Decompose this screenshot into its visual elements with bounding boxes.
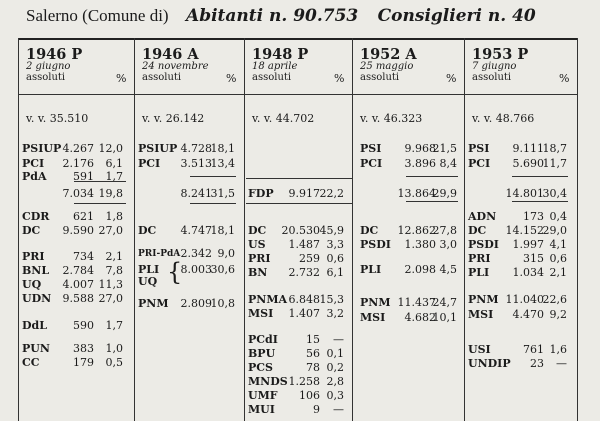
party-name: PNM xyxy=(468,293,499,306)
subtotal-row xyxy=(464,188,577,200)
valid-votes: v. v. 26.142 xyxy=(142,112,205,125)
vote-percent: 0,4 xyxy=(549,210,567,223)
absolute-votes: 315 xyxy=(523,252,544,265)
election-column-2 xyxy=(134,38,244,421)
party-row xyxy=(244,188,352,200)
vote-percent: 45,9 xyxy=(319,224,344,237)
subtotal-rule xyxy=(74,181,126,182)
vote-percent: 0,3 xyxy=(326,389,344,402)
party-row xyxy=(352,239,464,251)
table-right-border xyxy=(577,38,578,421)
subtotal-row xyxy=(134,188,244,200)
percent-label: % xyxy=(446,72,457,85)
absolute-votes: 8.241 xyxy=(180,187,212,200)
vote-percent: 0,1 xyxy=(326,347,344,360)
absolute-votes: 4.267 xyxy=(62,142,94,155)
party-name: PCI xyxy=(360,157,383,170)
vote-percent: 27,0 xyxy=(98,224,123,237)
absolute-votes: 9.588 xyxy=(62,292,94,305)
absolute-votes: 1.997 xyxy=(512,238,544,251)
absolute-votes: 734 xyxy=(73,250,94,263)
vote-percent: 18,1 xyxy=(210,224,235,237)
party-row xyxy=(134,225,244,237)
absolute-votes: 4.007 xyxy=(62,278,94,291)
subtotal-row xyxy=(18,188,134,200)
party-name: PRI xyxy=(468,252,491,265)
vote-percent: 0,6 xyxy=(326,252,344,265)
absolute-votes: 8.003 xyxy=(180,263,212,276)
vote-percent: 4,1 xyxy=(549,238,567,251)
absolute-votes: 9.590 xyxy=(62,224,94,237)
absolute-votes: 179 xyxy=(73,356,94,369)
party-name: USI xyxy=(468,343,491,356)
party-name: FDP xyxy=(248,187,274,200)
absolute-label: assoluti xyxy=(360,72,400,83)
percent-label: % xyxy=(559,72,570,85)
subtotal-rule xyxy=(406,201,458,202)
vote-percent: 27,8 xyxy=(432,224,457,237)
absolute-votes: 2.809 xyxy=(180,297,212,310)
party-row xyxy=(352,312,464,324)
party-row xyxy=(18,225,134,237)
party-name: PSIUP xyxy=(22,142,62,155)
vote-percent: — xyxy=(556,357,567,370)
party-row xyxy=(352,158,464,170)
absolute-votes: 78 xyxy=(306,361,320,374)
subtotal-rule xyxy=(246,203,352,204)
page-header xyxy=(26,6,536,26)
vote-percent: 24,7 xyxy=(432,296,457,309)
absolute-votes: 4.470 xyxy=(512,308,544,321)
header-separator xyxy=(18,94,134,95)
party-name: PLI xyxy=(360,263,382,276)
party-name: UQ xyxy=(22,278,42,291)
absolute-label: assoluti xyxy=(26,72,66,83)
vote-percent: 6,1 xyxy=(105,157,123,170)
vote-percent: 30,6 xyxy=(210,263,235,276)
party-name: PCdI xyxy=(248,333,278,346)
inhabitants-count: Abitanti n. 90.753 xyxy=(186,6,359,26)
vote-percent: 18,1 xyxy=(210,142,235,155)
party-row xyxy=(464,344,577,356)
vote-percent: — xyxy=(333,403,344,416)
election-year: 1948 P xyxy=(252,46,309,63)
absolute-votes: 1.258 xyxy=(288,375,320,388)
party-name: BN xyxy=(248,266,268,279)
party-row xyxy=(244,348,352,360)
absolute-votes: 106 xyxy=(299,389,320,402)
header-separator xyxy=(464,94,577,95)
party-row xyxy=(244,404,352,416)
vote-percent: 1,0 xyxy=(105,342,123,355)
party-name: UQ xyxy=(138,275,158,288)
party-row xyxy=(18,251,134,263)
party-name: US xyxy=(248,238,266,251)
absolute-label: assoluti xyxy=(252,72,292,83)
absolute-votes: 9.111 xyxy=(512,142,544,155)
party-row xyxy=(18,265,134,277)
header-separator xyxy=(244,94,352,95)
vote-percent: 10,8 xyxy=(210,297,235,310)
party-row xyxy=(464,294,577,306)
party-name: MNDS xyxy=(248,375,288,388)
party-name: PSDI xyxy=(360,238,391,251)
vote-percent: 9,0 xyxy=(217,247,235,260)
party-row xyxy=(464,253,577,265)
absolute-votes: 7.034 xyxy=(62,187,94,200)
vote-percent: 7,8 xyxy=(105,264,123,277)
vote-percent: 2,1 xyxy=(105,250,123,263)
party-name: PLI xyxy=(138,263,160,276)
subtotal-rule xyxy=(512,201,568,202)
party-row xyxy=(464,358,577,370)
absolute-votes: 173 xyxy=(523,210,544,223)
party-name: PdA xyxy=(22,170,47,183)
absolute-votes: 590 xyxy=(73,319,94,332)
party-row xyxy=(18,320,134,332)
party-row xyxy=(18,279,134,291)
election-date: 2 giugno xyxy=(26,61,71,72)
party-name: UDN xyxy=(22,292,52,305)
party-row xyxy=(134,143,244,155)
vote-percent: 22,2 xyxy=(319,187,344,200)
party-name: PCI xyxy=(138,157,161,170)
vote-percent: 19,8 xyxy=(98,187,123,200)
election-year: 1953 P xyxy=(472,46,529,63)
absolute-votes: 761 xyxy=(523,343,544,356)
party-row xyxy=(18,143,134,155)
vote-percent: — xyxy=(333,333,344,346)
party-name: DdL xyxy=(22,319,47,332)
absolute-votes: 2.732 xyxy=(288,266,320,279)
party-name: PCI xyxy=(468,157,491,170)
party-name: PNM xyxy=(360,296,391,309)
party-name: DC xyxy=(360,224,379,237)
party-name: CDR xyxy=(22,210,50,223)
party-name: MUI xyxy=(248,403,275,416)
absolute-votes: 20.530 xyxy=(281,224,320,237)
absolute-votes: 15 xyxy=(306,333,320,346)
party-row xyxy=(244,253,352,265)
vote-percent: 21,5 xyxy=(432,142,457,155)
subtotal-rule xyxy=(190,203,236,204)
party-name: PNMA xyxy=(248,293,288,306)
vote-percent: 0,6 xyxy=(549,252,567,265)
valid-votes: v. v. 48.766 xyxy=(472,112,535,125)
vote-percent: 29,9 xyxy=(432,187,457,200)
vote-percent: 8,4 xyxy=(439,157,457,170)
absolute-votes: 14.801 xyxy=(505,187,544,200)
absolute-votes: 9.968 xyxy=(404,142,436,155)
absolute-votes: 23 xyxy=(530,357,544,370)
party-name: BPU xyxy=(248,347,276,360)
election-column-4 xyxy=(352,38,464,421)
vote-percent: 27,0 xyxy=(98,292,123,305)
party-row xyxy=(464,239,577,251)
party-name: UNDIP xyxy=(468,357,511,370)
percent-label: % xyxy=(334,72,345,85)
absolute-votes: 3.513 xyxy=(180,157,212,170)
party-name: MSI xyxy=(468,308,494,321)
party-row xyxy=(352,264,464,276)
absolute-votes: 5.690 xyxy=(512,157,544,170)
party-row xyxy=(18,357,134,369)
vote-percent: 1,6 xyxy=(549,343,567,356)
party-row xyxy=(244,267,352,279)
election-year: 1952 A xyxy=(360,46,417,63)
vote-percent: 9,2 xyxy=(549,308,567,321)
party-name: UMF xyxy=(248,389,278,402)
party-name: PSDI xyxy=(468,238,499,251)
absolute-votes: 12.862 xyxy=(397,224,436,237)
party-row xyxy=(464,158,577,170)
absolute-votes: 2.784 xyxy=(62,264,94,277)
election-column-1 xyxy=(18,38,134,421)
subtotal-rule xyxy=(74,203,126,204)
party-row xyxy=(134,248,244,260)
subtotal-rule xyxy=(512,176,568,177)
absolute-label: assoluti xyxy=(142,72,182,83)
absolute-votes: 9.917 xyxy=(288,187,320,200)
header-separator xyxy=(134,94,244,95)
party-row xyxy=(134,298,244,310)
vote-percent: 29,0 xyxy=(542,224,567,237)
party-name: PCI xyxy=(22,157,45,170)
vote-percent: 3,3 xyxy=(326,238,344,251)
absolute-votes: 6.848 xyxy=(288,293,320,306)
party-row xyxy=(134,158,244,170)
party-name: PRI-PdA xyxy=(138,249,181,259)
valid-votes: v. v. 35.510 xyxy=(26,112,89,125)
vote-percent: 13,4 xyxy=(210,157,235,170)
absolute-votes: 4.682 xyxy=(404,311,436,324)
absolute-votes: 56 xyxy=(306,347,320,360)
vote-percent: 0,2 xyxy=(326,361,344,374)
vote-percent: 1,7 xyxy=(105,319,123,332)
absolute-votes: 14.152 xyxy=(505,224,544,237)
election-column-3 xyxy=(244,38,352,421)
vote-percent: 0,5 xyxy=(105,356,123,369)
party-name: PRI xyxy=(248,252,271,265)
vote-percent: 1,8 xyxy=(105,210,123,223)
vote-percent: 2,1 xyxy=(549,266,567,279)
party-row xyxy=(244,376,352,388)
party-name: PSIUP xyxy=(138,142,178,155)
absolute-votes: 3.896 xyxy=(404,157,436,170)
party-row xyxy=(464,143,577,155)
party-row xyxy=(244,390,352,402)
vote-percent: 2,8 xyxy=(326,375,344,388)
vote-percent: 1,7 xyxy=(105,170,123,183)
vote-percent: 3,0 xyxy=(439,238,457,251)
party-row xyxy=(464,225,577,237)
party-name: DC xyxy=(138,224,157,237)
absolute-votes: 1.034 xyxy=(512,266,544,279)
absolute-votes: 591 xyxy=(73,170,94,183)
absolute-votes: 2.098 xyxy=(404,263,436,276)
party-name: ADN xyxy=(468,210,497,223)
party-name: PSI xyxy=(468,142,490,155)
vote-percent: 4,5 xyxy=(439,263,457,276)
party-name: MSI xyxy=(360,311,386,324)
party-row xyxy=(244,239,352,251)
brace-mark: { xyxy=(167,258,183,286)
subtotal-row xyxy=(352,188,464,200)
election-date: 7 giugno xyxy=(472,61,517,72)
vote-percent: 3,2 xyxy=(326,307,344,320)
vote-percent: 12,0 xyxy=(98,142,123,155)
absolute-votes: 2.342 xyxy=(180,247,212,260)
absolute-votes: 13.864 xyxy=(397,187,436,200)
party-name: PSI xyxy=(360,142,382,155)
party-row xyxy=(244,334,352,346)
vote-percent: 11,3 xyxy=(98,278,123,291)
vote-percent: 10,1 xyxy=(432,311,457,324)
absolute-votes: 9 xyxy=(313,403,320,416)
party-row xyxy=(18,293,134,305)
party-row xyxy=(18,343,134,355)
party-name: PRI xyxy=(22,250,45,263)
vote-percent: 31,5 xyxy=(210,187,235,200)
absolute-votes: 259 xyxy=(299,252,320,265)
party-name: PUN xyxy=(22,342,50,355)
party-name: MSI xyxy=(248,307,274,320)
absolute-label: assoluti xyxy=(472,72,512,83)
party-row xyxy=(352,225,464,237)
vote-percent: 18,7 xyxy=(542,142,567,155)
valid-votes: v. v. 44.702 xyxy=(252,112,315,125)
vote-percent: 22,6 xyxy=(542,293,567,306)
election-year: 1946 P xyxy=(26,46,83,63)
party-row xyxy=(244,225,352,237)
party-row xyxy=(352,143,464,155)
vote-percent: 15,3 xyxy=(319,293,344,306)
absolute-votes: 621 xyxy=(73,210,94,223)
party-row xyxy=(244,362,352,374)
party-name: PLI xyxy=(468,266,490,279)
party-name: DC xyxy=(248,224,267,237)
party-name: DC xyxy=(22,224,41,237)
absolute-votes: 1.407 xyxy=(288,307,320,320)
absolute-votes: 4.728 xyxy=(180,142,212,155)
party-name: PCS xyxy=(248,361,273,374)
councillors-count: Consiglieri n. 40 xyxy=(377,6,536,26)
election-date: 25 maggio xyxy=(360,61,414,72)
party-name: DC xyxy=(468,224,487,237)
party-name: PNM xyxy=(138,297,169,310)
absolute-votes: 383 xyxy=(73,342,94,355)
absolute-votes: 11.437 xyxy=(397,296,436,309)
absolute-votes: 1.380 xyxy=(404,238,436,251)
municipality-name: Salerno (Comune di) xyxy=(26,6,169,25)
party-row xyxy=(18,211,134,223)
vote-percent: 11,7 xyxy=(542,157,567,170)
subtotal-rule xyxy=(406,176,458,177)
percent-label: % xyxy=(226,72,237,85)
party-row xyxy=(352,297,464,309)
vote-percent: 6,1 xyxy=(326,266,344,279)
absolute-votes: 11.040 xyxy=(505,293,544,306)
party-name: BNL xyxy=(22,264,50,277)
party-row xyxy=(464,211,577,223)
absolute-votes: 1.487 xyxy=(288,238,320,251)
party-row xyxy=(464,309,577,321)
party-row xyxy=(18,158,134,170)
header-separator xyxy=(352,94,464,95)
election-year: 1946 A xyxy=(142,46,199,63)
party-row xyxy=(244,294,352,306)
percent-label: % xyxy=(116,72,127,85)
absolute-votes: 4.747 xyxy=(180,224,212,237)
party-row xyxy=(134,276,244,288)
absolute-votes: 2.176 xyxy=(62,157,94,170)
vote-percent: 30,4 xyxy=(542,187,567,200)
party-row xyxy=(244,308,352,320)
election-column-5 xyxy=(464,38,577,421)
election-date: 24 novembre xyxy=(142,61,209,72)
party-name: CC xyxy=(22,356,40,369)
party-row xyxy=(464,267,577,279)
subtotal-rule xyxy=(190,176,236,177)
valid-votes: v. v. 46.323 xyxy=(360,112,423,125)
election-date: 18 aprile xyxy=(252,61,298,72)
subtotal-rule xyxy=(246,178,352,179)
